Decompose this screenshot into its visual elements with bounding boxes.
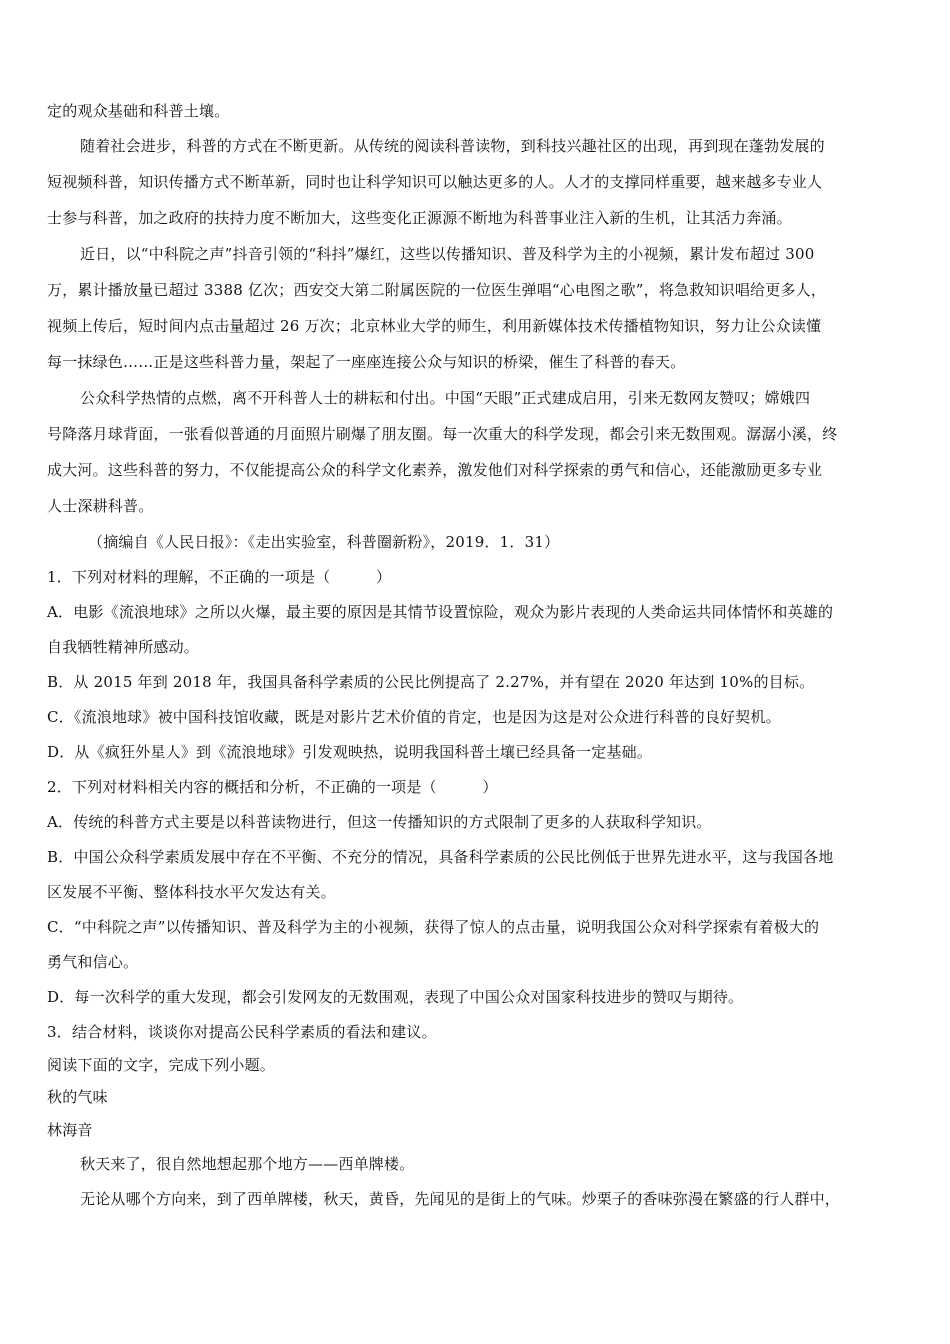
paragraph-line: 随着社会进步，科普的方式在不断更新。从传统的阅读科普读物，到科技兴趣社区的出现，再到现在蓬勃发展的 xyxy=(80,137,825,155)
reading-author: 林海音 xyxy=(47,1121,93,1139)
reading-line: 无论从哪个方向来，到了西单牌楼，秋天，黄昏，先闻见的是街上的气味。炒栗子的香味弥漫在繁盛的行人群中， xyxy=(80,1190,841,1208)
question-2-option-c: 勇气和信心。 xyxy=(47,953,139,971)
paragraph-line: 公众科学热情的点燃，离不开科普人士的耕耘和付出。中国“天眼”正式建成启用，引来无数网友赞叹；嫦娥四 xyxy=(80,389,811,407)
question-1-option-c: C．《流浪地球》被中国科技馆收藏，既是对影片艺术价值的肯定，也是因为这是对公众进行科普的良好契机。 xyxy=(47,708,781,726)
paragraph-line: 号降落月球背面，一张看似普通的月面照片刷爆了朋友圈。每一次重大的科学发现，都会引来无数围观。潺潺小溪，终 xyxy=(47,425,838,443)
source-citation: （摘编自《人民日报》：《走出实验室，科普圈新粉》，2019．1．31） xyxy=(88,533,560,551)
question-1-option-a: A．电影《流浪地球》之所以火爆，最主要的原因是其情节设置惊险，观众为影片表现的人类命运共同体情怀和英雄的 xyxy=(47,603,834,621)
question-1-stem: 1．下列对材料的理解，不正确的一项是（ ） xyxy=(47,568,392,586)
paragraph-line: 定的观众基础和科普土壤。 xyxy=(47,102,230,120)
reading-instruction: 阅读下面的文字，完成下列小题。 xyxy=(47,1056,276,1074)
reading-line: 秋天来了，很自然地想起那个地方——西单牌楼。 xyxy=(80,1155,415,1173)
question-2-option-d: D．每一次科学的重大发现，都会引发网友的无数围观，表现了中国公众对国家科技进步的赞叹与期待。 xyxy=(47,988,744,1006)
reading-title: 秋的气味 xyxy=(47,1088,108,1106)
question-1-option-b: B．从 2015 年到 2018 年，我国具备科学素质的公民比例提高了 2.27%，并有望在 2020 年达到 10%的目标。 xyxy=(47,673,815,691)
paragraph-line: 成大河。这些科普的努力，不仅能提高公众的科学文化素养，激发他们对科学探索的勇气和信心，还能激励更多专业 xyxy=(47,461,823,479)
paragraph-line: 近日，以“中科院之声”抖音引领的“科抖”爆红，这些以传播知识、普及科学为主的小视频，累计发布超过 300 xyxy=(80,245,815,263)
paragraph-line: 士参与科普，加之政府的扶持力度不断加大，这些变化正源源不断地为科普事业注入新的生机，让其活力奔涌。 xyxy=(47,209,792,227)
paragraph-line: 每一抹绿色……正是这些科普力量，架起了一座座连接公众与知识的桥梁，催生了科普的春天。 xyxy=(47,353,686,371)
paragraph-line: 万，累计播放量已超过 3388 亿次；西安交大第二附属医院的一位医生弹唱“心电图之歌”，将急救知识唱给更多人， xyxy=(47,281,827,299)
paragraph-line: 视频上传后，短时间内点击量超过 26 万次；北京林业大学的师生，利用新媒体技术传播植物知识，努力让公众读懂 xyxy=(47,317,822,335)
paragraph-line: 人士深耕科普。 xyxy=(47,497,154,515)
question-3: 3．结合材料，谈谈你对提高公民科学素质的看法和建议。 xyxy=(47,1023,437,1041)
question-1-option-a: 自我牺牲精神所感动。 xyxy=(47,638,200,656)
question-1-option-d: D．从《疯狂外星人》到《流浪地球》引发观映热，说明我国科普土壤已经具备一定基础。 xyxy=(47,743,653,761)
question-2-option-b: 区发展不平衡、整体科技水平欠发达有关。 xyxy=(47,883,336,901)
paragraph-line: 短视频科普，知识传播方式不断革新，同时也让科学知识可以触达更多的人。人才的支撑同样重要，越来越多专业人 xyxy=(47,173,823,191)
question-2-option-b: B．中国公众科学素质发展中存在不平衡、不充分的情况，具备科学素质的公民比例低于世界先进水平，这与我国各地 xyxy=(47,848,834,866)
question-2-option-a: A．传统的科普方式主要是以科普读物进行，但这一传播知识的方式限制了更多的人获取科学知识。 xyxy=(47,813,712,831)
question-2-option-c: C．“中科院之声”以传播知识、普及科学为主的小视频，获得了惊人的点击量，说明我国公众对科学探索有着极大的 xyxy=(47,918,820,936)
question-2-stem: 2．下列对材料相关内容的概括和分析，不正确的一项是（ ） xyxy=(47,778,498,796)
